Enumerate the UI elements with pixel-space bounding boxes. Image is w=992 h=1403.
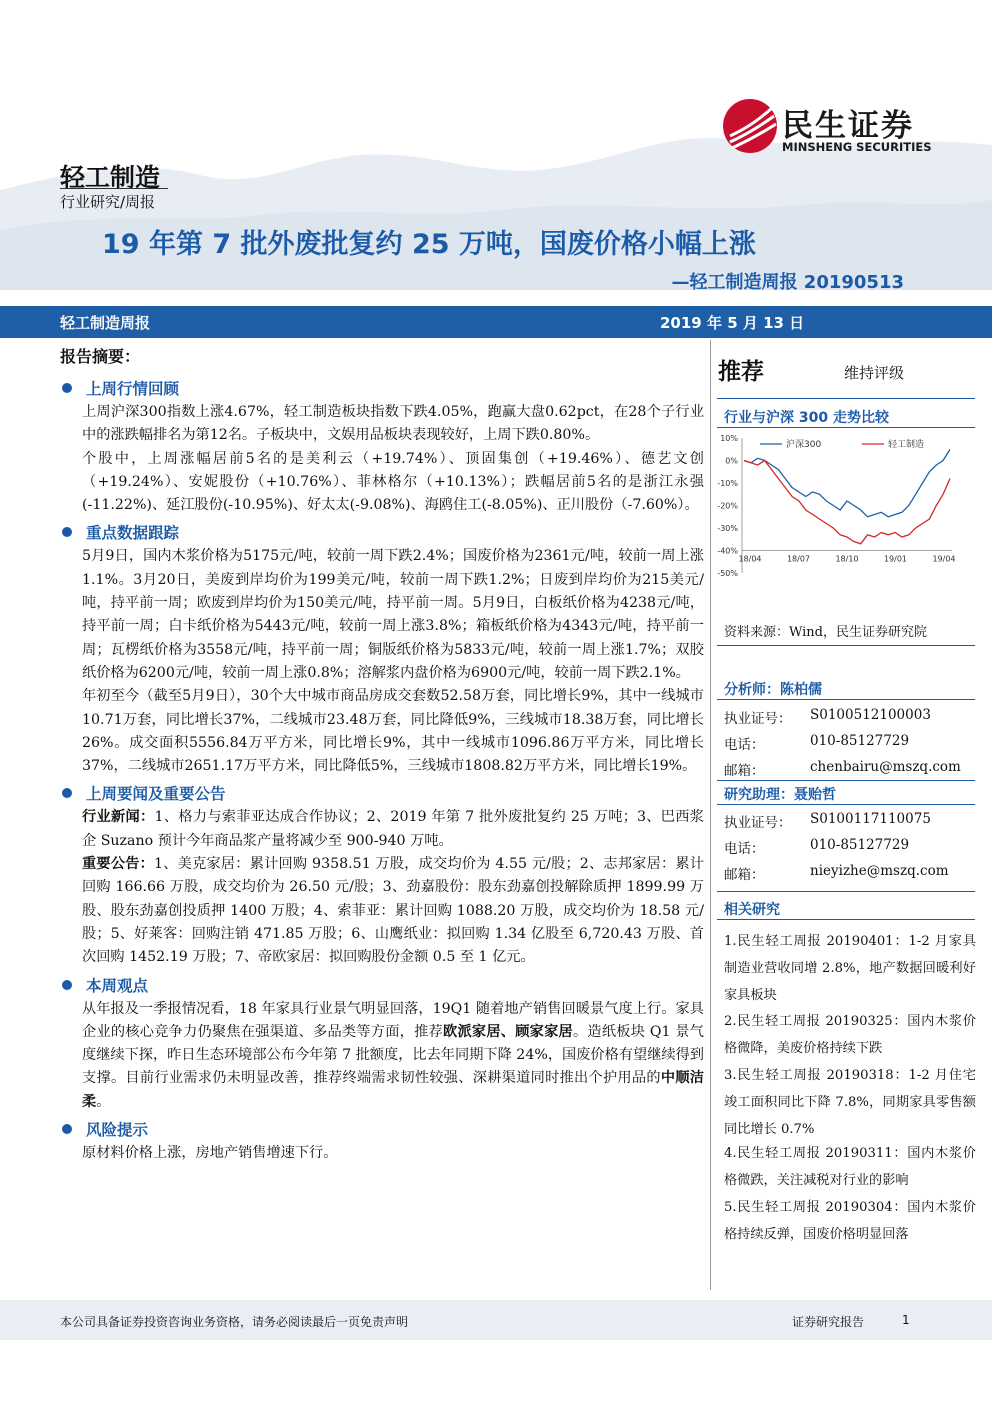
bullet-icon — [62, 383, 72, 393]
chart-x-tick-label: 19/04 — [932, 554, 956, 564]
data-tracking-para-1: 5月9日，国内木浆价格为5175元/吨，较前一周下跌2.4%；国废价格为2361元/吨，较前一周上涨1.1%。3月20日，美废到岸均价为199美元/吨，较前一周下跌1.2%；日废到岸均价为215美元/吨，持平前一周；欧废到岸均价为150美元/吨，持平前一周。5月9日，白板纸价格为4238元/吨，持平前一周；白卡纸价格为5443元/吨，较前一周上涨3.8%；箱板纸价格为4343元/吨，持平前一周；瓦楞纸价格为3558元/吨，持平前一周；铜版纸价格为5833元/吨，较前一周上涨1.7%；双胶纸价格为6200元/吨，较前一周上涨0.8%；溶解浆内盘价格为6900元/吨，较前一周下跌2.1%。 — [82, 548, 704, 681]
footer-disclaimer: 本公司具备证券投资咨询业务资格，请务必阅读最后一页免责声明 — [60, 1315, 409, 1329]
analyst-heading: 分析师：陈柏儒 — [724, 682, 822, 698]
section-heading: 本周观点 — [60, 972, 704, 998]
company-logo — [722, 96, 952, 160]
analyst-phone-label: 电话： — [724, 737, 765, 753]
chart-y-tick-label: 10% — [720, 434, 738, 443]
assistant-license-value: S0100117110075 — [810, 811, 931, 827]
section-heading: 重点数据跟踪 — [60, 519, 704, 545]
chart-y-tick-label: -50% — [717, 569, 738, 578]
analyst-email-label: 邮箱： — [724, 763, 765, 779]
section-heading: 风险提示 — [60, 1116, 704, 1142]
column-divider — [710, 340, 711, 1290]
section-heading: 上周行情回顾 — [60, 375, 704, 401]
announcements-para: 重要公告：1、美克家居：累计回购 9358.51 万股，成交均价为 4.55 元/股；2、志邦家居：累计回购 166.66 万股，成交均价为 26.50 元/股；3、劲嘉股份：股东劲嘉创投解除质押 1899.99 万股、股东劲嘉创投质押 1400 万股；4、索菲亚：累计回购 1088.20 万股，成交均价为 18.58 元/股；5、好莱客：回购注销 471.85 万股；6、山鹰纸业：拟回购 1.34 亿股至 6,720.43 万股、首次回购 1452.19 万股；7、帝欧家居：拟回购股份金额 0.5 至 1 亿元。 — [82, 856, 704, 966]
analyst-license-value: S0100512100003 — [810, 707, 931, 723]
trend-chart — [712, 426, 974, 596]
chart-x-tick-label: 18/07 — [786, 554, 811, 564]
summary-title: 报告摘要： — [60, 347, 141, 366]
chart-y-tick-label: -40% — [717, 546, 738, 556]
footer-doc-type: 证券研究报告 — [792, 1315, 865, 1329]
bullet-icon — [62, 980, 72, 990]
rating-note: 维持评级 — [844, 364, 905, 382]
chart-y-tick-label: -30% — [717, 524, 738, 533]
chart-source: 资料来源：Wind，民生证券研究院 — [724, 625, 927, 640]
chart-legend-label: 轻工制造 — [888, 440, 925, 450]
divider — [717, 699, 975, 700]
chart-x-tick-label: 18/10 — [835, 554, 859, 564]
chart-legend-label: 沪深300 — [786, 440, 822, 450]
assistant-phone-label: 电话： — [724, 841, 765, 857]
logo-chinese-text: 民生证券 — [782, 108, 914, 144]
chart-heading: 行业与沪深 300 走势比较 — [724, 410, 889, 426]
bullet-icon — [62, 1124, 72, 1134]
related-item-4[interactable]: 4.民生轻工周报 20190311：国内木浆价格微跌，关注减税对行业的影响 — [724, 1146, 976, 1188]
summary-column — [60, 340, 704, 1165]
related-heading: 相关研究 — [724, 902, 780, 918]
divider — [717, 780, 975, 781]
divider — [717, 919, 975, 920]
related-item-2[interactable]: 2.民生轻工周报 20190325：国内木浆价格微降，美废价格持续下跌 — [724, 1014, 976, 1056]
industry-divider — [60, 188, 168, 189]
weekly-view-para: 从年报及一季报情况看，18 年家具行业景气明显回落，19Q1 随着地产销售回暖景气度上行。家具企业的核心竞争力仍聚焦在强渠道、多品类等方面，推荐欧派家居、顾家家居。造纸板块 Q1 景气度继续下探，昨日生态环境部公布今年第 7 批额度，比去年同期下降 24%，国废价格有望继续得到支撑。目前行业需求仍未明显改善，推荐终端需求韧性较强、深耕渠道同时推出个护用品的中顺洁柔。 — [82, 1000, 704, 1110]
assistant-email-value[interactable]: nieyizhe@mszq.com — [810, 863, 949, 879]
industry-news-para: 行业新闻：1、格力与索菲亚达成合作协议；2、2019 年第 7 批外废批复约 25 万吨；3、巴西浆企 Suzano 预计今年商品浆产量将减少至 900-940 万吨。 — [82, 809, 704, 849]
analyst-phone-value: 010-85127729 — [810, 733, 910, 749]
analyst-email-value[interactable]: chenbairu@mszq.com — [810, 759, 961, 775]
divider — [717, 891, 975, 892]
chart-series-line-1 — [744, 449, 950, 517]
section-news — [60, 780, 704, 969]
divider — [717, 804, 975, 805]
related-item-1[interactable]: 1.民生轻工周报 20190401：1-2 月家具制造业营收同增 2.8%，地产数据回暖利好家具板块 — [724, 934, 976, 1003]
bullet-icon — [62, 788, 72, 798]
report-subtitle: —轻工制造周报 20190513 — [671, 272, 904, 293]
chart-x-tick-label: 18/04 — [738, 554, 762, 564]
report-type: 行业研究/周报 — [60, 193, 156, 211]
chart-y-tick-label: 0% — [725, 456, 738, 466]
industry-label: 轻工制造 — [60, 163, 161, 192]
section-weekly-view — [60, 972, 704, 1114]
market-review-para-2: 个股中，上周涨幅居前5名的是美利云（+19.74%）、顶固集创（+19.46%）、德艺文创（+19.24%）、安妮股份（+10.76%）、菲林格尔（+10.13%）；跌幅居前5名的是浙江永强(-11.22%)、延江股份(-10.95%)、好太太(-9.08%)、海鸥住工(-8.05%)、正川股份（-7.60%）。 — [82, 450, 704, 514]
divider — [717, 645, 975, 646]
section-market-review — [60, 375, 704, 517]
divider — [717, 398, 975, 399]
logo-emblem-icon — [722, 96, 778, 156]
section-data-tracking — [60, 519, 704, 778]
section-risk — [60, 1116, 704, 1165]
report-title: 19 年第 7 批外废批复约 25 万吨，国废价格小幅上涨 — [102, 229, 756, 260]
section-heading: 上周要闻及重要公告 — [60, 780, 704, 806]
band-report-name: 轻工制造周报 — [60, 314, 151, 332]
market-review-para-1: 上周沪深300指数上涨4.67%，轻工制造板块指数下跌4.05%，跑赢大盘0.62pct，在28个子行业中的涨跌幅排名为第12名。子板块中，文娱用品板块表现较好，上周下跌0.80%。 — [82, 404, 705, 444]
chart-series-line-2 — [744, 461, 950, 544]
page-number: 1 — [902, 1313, 910, 1327]
rating-label: 推荐 — [718, 359, 764, 385]
bullet-icon — [62, 527, 72, 537]
chart-y-tick-label: -20% — [717, 501, 738, 511]
chart-x-tick-label: 19/01 — [883, 554, 908, 564]
data-tracking-para-2: 年初至今（截至5月9日），30个大中城市商品房成交套数52.58万套，同比增长9%，其中一线城市10.71万套，同比增长37%，二线城市23.48万套，同比降低9%，三线城市18.38万套，同比增长26%。成交面积5556.84万平方米，同比增长9%，其中一线城市1096.86万平方米，同比增长37%，二线城市2651.17万平方米，同比降低5%，三线城市1808.82万平方米，同比增长19%。 — [82, 688, 704, 775]
assistant-email-label: 邮箱： — [724, 867, 765, 883]
analyst-license-label: 执业证号： — [724, 711, 792, 727]
risk-para: 原材料价格上涨，房地产销售增速下行。 — [82, 1145, 338, 1162]
assistant-heading: 研究助理：聂贻哲 — [724, 787, 836, 803]
logo-english-text: MINSHENG SECURITIES — [782, 140, 932, 154]
related-item-5[interactable]: 5.民生轻工周报 20190304：国内木浆价格持续反弹，国废价格明显回落 — [724, 1200, 976, 1242]
related-item-3[interactable]: 3.民生轻工周报 20190318：1-2 月住宅竣工面积同比下降 7.8%，同期家具零售额同比增长 0.7% — [724, 1068, 976, 1137]
chart-y-tick-label: -10% — [717, 479, 738, 488]
assistant-phone-value: 010-85127729 — [810, 837, 910, 853]
band-report-date: 2019 年 5 月 13 日 — [660, 314, 805, 332]
assistant-license-label: 执业证号： — [724, 815, 792, 831]
